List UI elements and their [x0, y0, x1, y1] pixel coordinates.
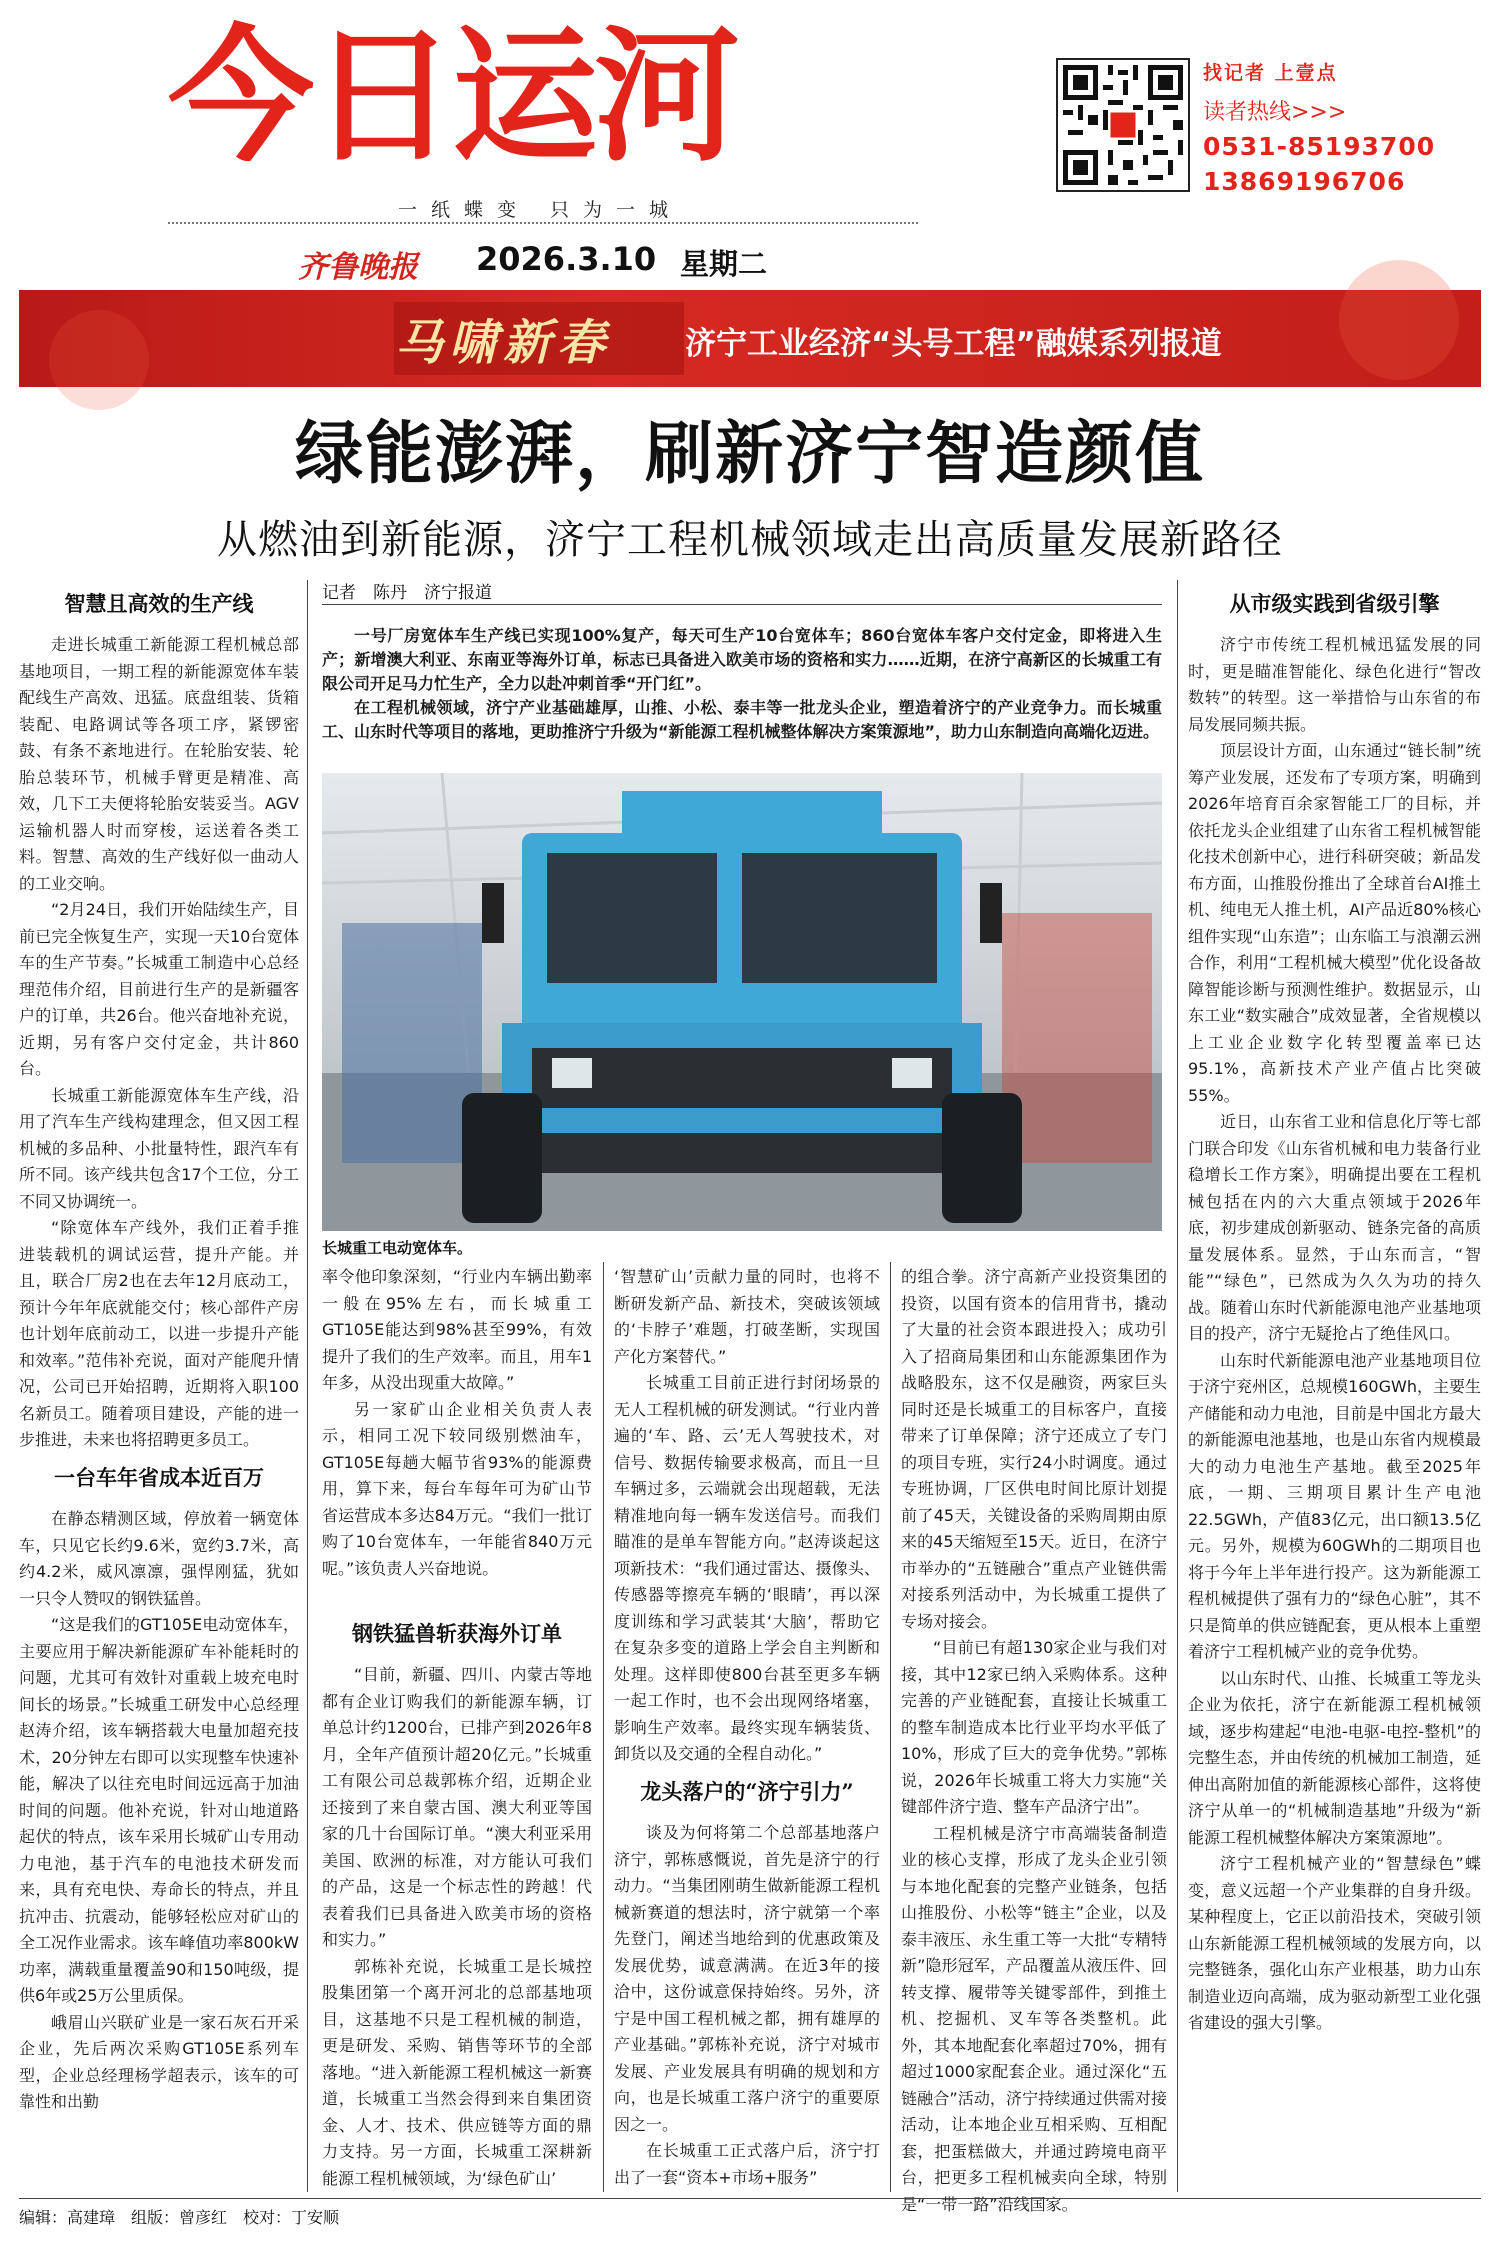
paragraph: 顶层设计方面，山东通过“链长制”统筹产业发展，还发布了专项方案，明确到2026年培育百余家智能工厂的目标，并依托龙头企业组建了山东省工程机械智能化技术创新中心，进行科研突破；新品发布方面，山推股份推出了全球首台AI推土机、纯电无人推土机，AI产品近80%核心组件实现“山东造”；山东临工与浪潮云洲合作，利用“工程机械大模型”优化设备故障智能诊断与预测性维护。数据显示，山东工业“数实融合”成效显著，全省规模以上工业企业数字化转型覆盖率已达95.1%，高新技术产业产值占比突破55%。 [1188, 741, 1481, 1105]
article-headline: 绿能澎湃，刷新济宁智造颜值 [294, 414, 1205, 494]
paragraph: 长城重工目前正进行封闭场景的无人工程机械的研发测试。“行业内普遍的‘车、路、云’无人驾驶技术，对信号、数据传输要求极高，而且一旦车辆过多，云端就会出现超载，无法精准地向每一辆车发送信号。而我们瞄准的是单车智能方向。”赵涛谈起这项新技术：“我们通过雷达、摄像头、传感器等擦亮车辆的‘眼睛’，再以深度训练和学习武装其‘大脑’，帮助它在复杂多变的道路上学会自主判断和处理。这样即使800台甚至更多车辆一起工作时，也不会出现网络堵塞，影响生产效率。最终实现车辆装货、卸货以及交通的全程自动化。” [614, 1373, 880, 1763]
issue-date: 2026.3.10 [476, 240, 657, 278]
column-text [19, 1506, 299, 2188]
masthead-divider [168, 222, 918, 224]
column-divider [603, 1262, 604, 2192]
column-divider [1177, 580, 1178, 2192]
paragraph: 一号厂房宽体车生产线已实现100%复产，每天可生产10台宽体车；860台宽体车客户交付定金，即将进入生产；新增澳大利亚、东南亚等海外订单，标志已具备进入欧美市场的资格和实力……近期，在济宁高新区的长城重工有限公司开足马力忙生产，全力以赴冲刺首季“开门红”。 [322, 626, 1162, 693]
paragraph: “目前，新疆、四川、内蒙古等地都有企业订购我们的新能源车辆，订单总计约1200台，已排产到2026年8月，全年产值预计超20亿元。”长城重工有限公司总裁郭栋介绍，近期企业还接到了来自蒙古国、澳大利亚等国家的几十台国际订单。“澳大利亚采用美国、欧洲的标准，对方能认可我们的产品，这是一个标志性的跨越！代表着我们已具备进入欧美市场的资格和实力。” [322, 1665, 592, 1949]
paragraph: 济宁工程机械产业的“智慧绿色”蝶变，意义远超一个产业集群的自身升级。某种程度上，它正以前沿技术，突破引领山东新能源工程机械领域的发展方向，以完整链条，强化山东产业根基，助力山东制造业迈向高端，成为驱动新型工业化强省建设的强大引擎。 [1188, 1854, 1481, 2032]
paragraph: 山东时代新能源电池产业基地项目位于济宁兖州区，总规模160GWh，主要生产储能和动力电池，目前是中国北方最大的新能源电池基地，也是山东省内规模最大的动力电池生产基地。截至2025年底，一期、三期项目累计生产电池22.5GWh，产值83亿元，出口额13.5亿元。另外，规模为60GWh的二期项目也将于今年上半年进行投产。这为新能源工程机械提供了强有力的“绿色心脏”，其不只是简单的供应链配套，更从根本上重塑着济宁工程机械产业的竞争优势。 [1188, 1350, 1481, 1661]
paper-name: 齐鲁晚报 [298, 250, 418, 285]
column-text [322, 1264, 592, 1610]
editor-credits: 编辑：高建璋 组版：曾彦红 校对：丁安顺 [19, 2208, 340, 2227]
paragraph: “2月24日，我们开始陆续生产，目前已完全恢复生产，实现一天10台宽体车的生产节奏。”长城重工制造中心总经理范伟介绍，目前进行生产的是新疆客户的订单，共26台。他兴奋地补充说，近期，另有客户交付定金，共计860台。 [19, 900, 299, 1078]
article-byline: 记者 陈丹 济宁报道 [322, 583, 492, 603]
paragraph: 谈及为何将第二个总部基地落户济宁，郭栋感慨说，首先是济宁的行动力。“当集团刚萌生做新能源工程机械新赛道的想法时，济宁就第一个率先登门，阐述当地给到的优惠政策及发展优势，诚意满满。在近3年的接洽中，这份诚意保持始终。另外，济宁是中国工程机械之都，拥有雄厚的产业基础。”郭栋补充说，济宁对城市发展、产业发展具有明确的规划和方向，也是长城重工落户济宁的重要原因之一。 [614, 1823, 880, 2134]
section-heading: 钢铁猛兽斩获海外订单 [352, 1621, 562, 1646]
paragraph: ‘智慧矿山’贡献力量的同时，也将不断研发新产品、新技术，突破该领域的‘卡脖子’难题，打破垄断，实现国产化方案替代。” [614, 1267, 880, 1366]
paragraph: 以山东时代、山推、长城重工等龙头企业为依托，济宁在新能源工程机械领域，逐步构建起“电池-电驱-电控-整机”的完整生态，并由传统的机械加工制造，延伸出高附加值的新能源核心部件，这将使济宁从单一的“机械制造基地”升级为“新能源工程机械整体解决方案策源地”。 [1188, 1668, 1481, 1847]
paragraph: 在工程机械领域，济宁产业基础雄厚，山推、小松、泰丰等一批龙头企业，塑造着济宁的产业竞争力。而长城重工、山东时代等项目的落地，更助推济宁升级为“新能源工程机械整体解决方案策源地”，助力山东制造向高端化迈进。 [322, 698, 1162, 741]
column-divider [307, 580, 308, 2192]
paragraph: “除宽体车产线外，我们正着手推进装载机的调试运营，提升产能。并且，联合厂房2也在去年12月底动工，预计今年年底就能交付；核心部件产房也计划年底前动工，以进一步提升产能和效率。”范伟补充说，面对产能爬升情况，公司已开始招聘，近期将入职100名新员工。随着项目建设，产能的进一步推进，未来也将招聘更多员工。 [19, 1218, 299, 1449]
column-text [1188, 632, 1481, 2188]
paragraph: “这是我们的GT105E电动宽体车，主要应用于解决新能源矿车补能耗时的问题，尤其可有效针对重载上坡充电时间长的场景。”长城重工研发中心总经理赵涛介绍，该车辆搭载大电量加超充技术，20分钟左右即可以实现整车快速补能，解决了以往充电时间远远高于加油时间的问题。他补充说，针对山地道路起伏的特点，该车采用长城矿山专用动力电池，基于汽车的电池技术研发而来，具有充电快、寿命长的特点，并且抗冲击、抗震动，能够轻松应对矿山的全工况作业需求。该车峰值功率800kW功率，满载重量覆盖90和150吨级，提供6年或25万公里质保。 [19, 1615, 299, 2005]
hotline-intro: 读者热线>>> [1203, 100, 1347, 125]
paragraph: 济宁市传统工程机械迅猛发展的同时，更是瞄准智能化、绿色化进行“智改数转”的转型。这一举措恰与山东省的布局发展同频共振。 [1188, 635, 1481, 734]
paragraph: 在静态精测区域，停放着一辆宽体车，只见它长约9.6米，宽约3.7米，高约4.2米，威风凛凛，强悍刚猛，犹如一只令人赞叹的钢铁猛兽。 [19, 1509, 299, 1608]
paragraph: 郭栋补充说，长城重工是长城控股集团第一个离开河北的总部基地项目，这基地不只是工程机械的制造，更是研发、采购、销售等环节的全部落地。“进入新能源工程机械这一新赛道，长城重工当然会得到来自集团资金、人才、技术、供应链等方面的鼎力支持。另一方面，长城重工深耕新能源工程机械领域，为‘绿色矿山’ [322, 1956, 592, 2188]
photo-caption: 长城重工电动宽体车。 [322, 1239, 473, 1257]
footer-rule [19, 2198, 1481, 2199]
section-heading: 龙头落户的“济宁引力” [640, 1779, 854, 1804]
article-lead [322, 624, 1162, 744]
hotline-phone[interactable]: 13869196706 [1203, 167, 1406, 196]
column-divider [890, 1262, 891, 2192]
banner-left-title: 马啸新春 [395, 315, 612, 371]
paragraph: “目前已有超130家企业与我们对接，其中12家已纳入采购体系。这种完善的产业链配套，直接让长城重工的整车制造成本比行业平均水平低了10%，形成了巨大的竞争优势。”郭栋说，2026年长城重工将大力实施“关键部件济宁造、整车产品济宁出”。 [901, 1638, 1167, 1816]
paragraph: 率令他印象深刻，“行业内车辆出勤率一般在95%左右，而长城重工GT105E能达到98%甚至99%，有效提升了我们的生产效率。而且，用车1年多，从没出现重大故障。” [322, 1267, 592, 1392]
banner-series-title: 济宁工业经济“头号工程”融媒系列报道 [685, 326, 1222, 362]
masthead-slogan: 一纸蝶变 只为一城 [397, 199, 683, 221]
column-text [322, 1662, 592, 2188]
paragraph: 近日，山东省工业和信息化厅等七部门联合印发《山东省机械和电力装备行业稳增长工作方案》，明确提出要在工程机械包括在内的六大重点领域于2026年底，初步建成创新驱动、链条完备的高质量发展体系。显然，于山东而言，“智能”“绿色”，已然成为久久为功的持久战。随着山东时代新能源电池产业基地项目的投产，济宁无疑抢占了绝佳风口。 [1188, 1112, 1481, 1343]
column-text [901, 1264, 1167, 2214]
column-text [614, 1264, 880, 1764]
paragraph: 工程机械是济宁市高端装备制造业的核心支撑，形成了龙头企业引领与本地化配套的完整产业链条，包括山推股份、小松等“链主”企业，以及泰丰液压、永生重工等一大批“专精特新”隐形冠军，产品覆盖从液压件、回转支撑、履带等关键零部件，到推土机、挖掘机、叉车等各类整机。此外，其本地配套化率超过70%，拥有超过1000家配套企业。通过深化“五链融合”活动，济宁持续通过供需对接活动，让本地企业互相采购、互相配套，把蛋糕做大，并通过跨境电商平台，把更多工程机械卖向全球，特别是“一带一路”沿线国家。 [901, 1823, 1167, 2214]
hotline-phone[interactable]: 0531-85193700 [1203, 132, 1436, 161]
issue-weekday: 星期二 [680, 247, 768, 281]
column-text [614, 1820, 880, 2188]
reader-hotline [1203, 58, 1436, 196]
paragraph: 走进长城重工新能源工程机械总部基地项目，一期工程的新能源宽体车装配线生产高效、迅猛。底盘组装、货箱装配、电路调试等各项工序，紧锣密鼓、有条不紊地进行。在轮胎安装、轮胎总装环节，机械手臂更是精准、高效，几下工夫便将轮胎安装妥当。AGV运输机器人时而穿梭，运送着各类工料。智慧、高效的生产线好似一曲动人的工业交响。 [19, 635, 299, 893]
qr-code-icon[interactable] [1056, 58, 1190, 192]
byline-rule [322, 604, 1162, 605]
paragraph: 峨眉山兴联矿业是一家石灰石开采企业，先后两次采购GT105E系列车型，企业总经理杨学超表示，该车的可靠性和出勤 [19, 2012, 299, 2111]
paragraph: 长城重工新能源宽体车生产线，沿用了汽车生产线构建理念，但又因工程机械的多品种、小批量特性，跟汽车有所不同。该产线共包含17个工位，分工不同又协调统一。 [19, 1085, 299, 1211]
hotline-label: 找记者 上壹点 [1203, 62, 1338, 84]
paragraph: 在长城重工正式落户后，济宁打出了一套“资本+市场+服务” [614, 2141, 880, 2187]
paragraph: 的组合拳。济宁高新产业投资集团的投资，以国有资本的信用背书，撬动了大量的社会资本跟进投入；成功引入了招商局集团和山东能源集团作为战略股东，这不仅是融资，两家巨头同时还是长城重工的目标客户，直接带来了订单保障；济宁还成立了专门的项目专班，实行24小时调度。通过专班协调，厂区供电时间比原计划提前了45天，关键设备的采购周期由原来的45天缩短至15天。近日，在济宁市举办的“五链融合”重点产业链供需对接系列活动中，为长城重工提供了专场对接会。 [901, 1267, 1167, 1631]
section-heading: 智慧且高效的生产线 [64, 591, 254, 616]
article-subhead: 从燃油到新能源，济宁工程机械领域走出高质量发展新路径 [217, 517, 1283, 563]
paragraph: 另一家矿山企业相关负责人表示，相同工况下较同级别燃油车，GT105E每趟大幅节省93%的能源费用，算下来，每台车每年可为矿山节省运营成本多达84万元。“我们一批订购了10台宽体车，一年能省840万元呢。”该负责人兴奋地说。 [322, 1399, 592, 1578]
section-heading: 从市级实践到省级引擎 [1229, 591, 1440, 616]
section-heading: 一台车年省成本近百万 [54, 1465, 264, 1490]
article-photo [322, 773, 1162, 1231]
masthead-title: 今日运河 [168, 12, 736, 182]
